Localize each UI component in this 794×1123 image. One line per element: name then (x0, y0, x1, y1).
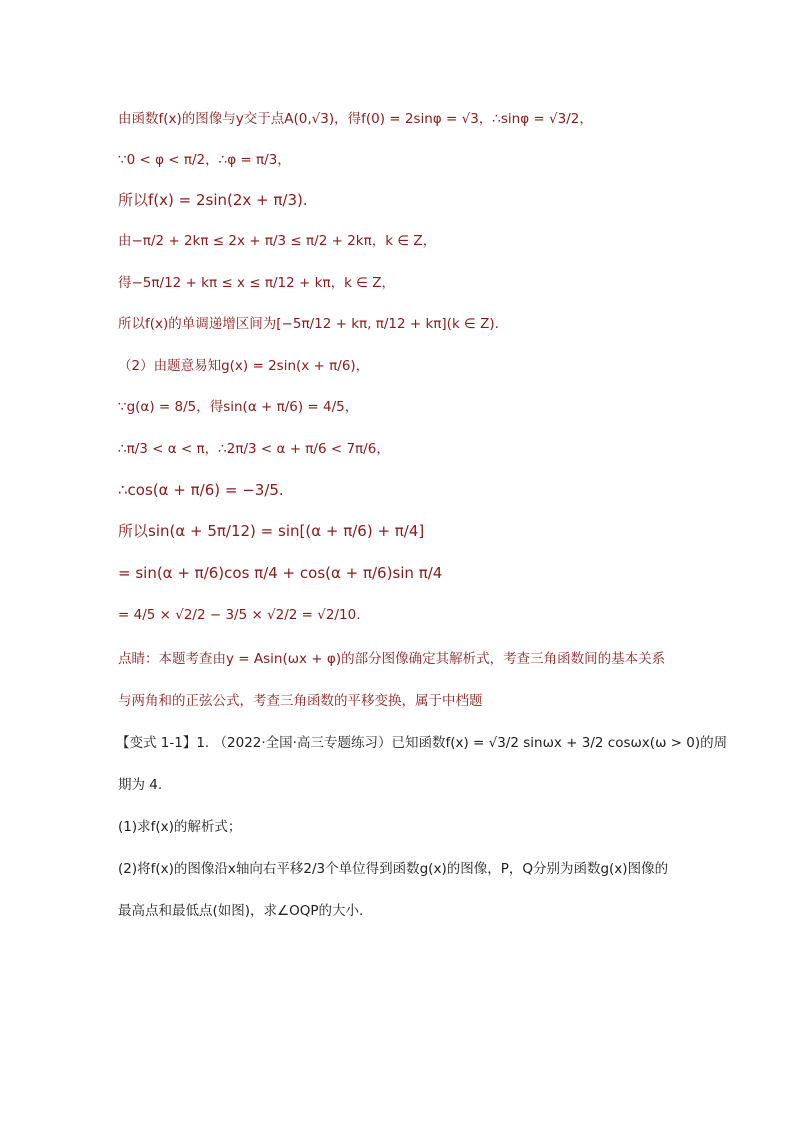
problem-header: 【变式 1-1】1. （2022·全国·高三专题练习）已知函数f(x) = √3/2 sinωx + 3/2 cosωx(ω > 0)的周 (116, 735, 728, 751)
comment-line-2: 与两角和的正弦公式，考查三角函数的平移变换，属于中档题 (118, 693, 483, 709)
solution-line-13: = 4/5 × √2/2 − 3/5 × √2/2 = √2/10. (118, 607, 361, 623)
problem-part-2-cont: 最高点和最低点(如图)，求∠OQP的大小. (118, 903, 364, 919)
solution-line-3: 所以f(x) = 2sin(2x + π/3). (118, 191, 308, 209)
solution-line-11: 所以sin(α + 5π/12) = sin[(α + π/6) + π/4] (118, 522, 425, 540)
problem-header-cont: 期为 4. (118, 777, 163, 793)
solution-line-10: ∴cos(α + π/6) = −3/5. (118, 481, 284, 499)
solution-line-4: 由−π/2 + 2kπ ≤ 2x + π/3 ≤ π/2 + 2kπ，k ∈ Z， (118, 233, 437, 249)
problem-part-1: (1)求f(x)的解析式； (118, 819, 242, 835)
solution-line-2: ∵0 < φ < π/2，∴φ = π/3， (118, 152, 291, 168)
solution-line-8: ∵g(α) = 8/5，得sin(α + π/6) = 4/5， (118, 399, 359, 415)
solution-line-6: 所以f(x)的单调递增区间为[−5π/12 + kπ, π/12 + kπ](k ∈ Z). (118, 316, 499, 332)
problem-part-2: (2)将f(x)的图像沿x轴向右平移2/3个单位得到函数g(x)的图像，P，Q分别为函数g(x)图像的 (118, 861, 669, 877)
solution-line-9: ∴π/3 < α < π，∴2π/3 < α + π/6 < 7π/6， (118, 441, 390, 457)
solution-line-12: = sin(α + π/6)cos π/4 + cos(α + π/6)sin π/4 (118, 564, 443, 582)
solution-line-1: 由函数f(x)的图像与y交于点A(0,√3)，得f(0) = 2sinφ = √3，∴sinφ = √3/2， (118, 111, 593, 127)
solution-line-7: （2）由题意易知g(x) = 2sin(x + π/6)， (118, 358, 370, 374)
solution-line-5: 得−5π/12 + kπ ≤ x ≤ π/12 + kπ，k ∈ Z， (118, 275, 395, 291)
comment-line-1: 点睛：本题考查由y = Asin(ωx + φ)的部分图像确定其解析式，考查三角函数间的基本关系 (118, 651, 666, 667)
